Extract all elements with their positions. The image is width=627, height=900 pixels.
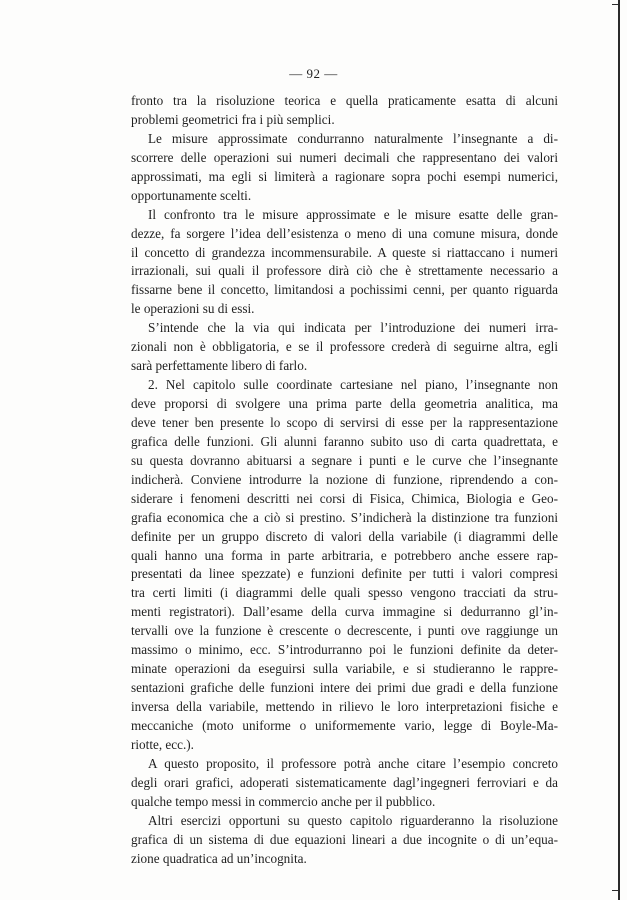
- text-line: dezze, fa sorgere l’idea dell’esistenza o meno di una comune misura, donde: [131, 225, 558, 241]
- text-line: tra certi limiti (i diagrammi delle quali spesso vengono tracciati da stru-: [131, 585, 558, 601]
- text-line: scorrere delle operazioni sui numeri decimali che rappresentano dei valori: [131, 149, 558, 165]
- text-line: siderare i fenomeni descritti nei corsi di Fisica, Chimica, Biologia e Geo-: [131, 490, 558, 506]
- text-line: Il confronto tra le misure approssimate e le misure esatte delle gran-: [148, 206, 558, 222]
- body-text: [131, 92, 558, 868]
- text-line: indicherà. Conviene introdurre la nozione di funzione, riprendendo a con-: [131, 471, 558, 487]
- text-line: su questa dovranno abituarsi a segnare i punti e le curve che l’insegnante: [131, 452, 558, 468]
- text-line: riotte, ecc.).: [131, 736, 194, 752]
- text-line: tervalli ove la funzione è crescente o decrescente, i punti ove raggiunge un: [131, 623, 558, 639]
- text-line: meccaniche (moto uniforme o uniformemente vario, legge di Boyle-Ma-: [131, 717, 558, 733]
- text-line: S’intende che la via qui indicata per l’introduzione dei numeri irra-: [148, 320, 558, 336]
- text-line: qualche tempo messi in commercio anche per il pubblico.: [131, 793, 436, 809]
- text-line: zione quadratica ad un’incognita.: [131, 850, 307, 866]
- text-line: grafia economica che a ciò si prestino. S’indicherà la distinzione tra funzioni: [131, 509, 558, 525]
- text-line: zionali non è obbligatoria, e se il professore crederà di seguirne altra, egli: [131, 339, 558, 355]
- text-line: degli orari grafici, adoperati sistematicamente dagl’ingegneri ferroviari e da: [131, 774, 558, 790]
- text-line: menti registratori). Dall’esame della curva immagine si dedurranno gl’in-: [131, 604, 558, 620]
- text-line: problemi geometrici fra i più semplici.: [131, 111, 335, 127]
- text-line: 2. Nel capitolo sulle coordinate cartesiane nel piano, l’insegnante non: [148, 377, 558, 393]
- text-line: grafica di un sistema di due equazioni lineari a due incognite o di un’equa-: [131, 831, 558, 847]
- page-number: — 92 —: [289, 66, 338, 81]
- page-edge-tick-top: [612, 4, 620, 5]
- text-line: fissarne bene il concetto, limitandosi a pochissimi cenni, per quanto riguarda: [131, 282, 558, 298]
- text-line: approssimati, ma egli si limiterà a ragionare sopra pochi esempi numerici,: [131, 168, 558, 184]
- page-edge-line: [618, 0, 620, 900]
- text-line: presentati da linee spezzate) e funzioni definite per tutti i valori compresi: [131, 566, 558, 582]
- page-edge-tick-bottom: [612, 890, 620, 891]
- text-line: massimo o minimo, ecc. S’introdurranno poi le funzioni definite da deter-: [131, 642, 558, 658]
- text-line: fronto tra la risoluzione teorica e quella praticamente esatta di alcuni: [131, 93, 558, 108]
- text-line: Le misure approssimate condurranno naturalmente l’insegnante a di-: [148, 130, 558, 146]
- text-line: irrazionali, sui quali il professore dirà ciò che è strettamente necessario a: [131, 263, 558, 279]
- text-line: le operazioni su di essi.: [131, 301, 255, 317]
- text-line: il concetto di grandezza incommensurabile. A queste si riattaccano i numeri: [131, 244, 558, 260]
- text-line: A questo proposito, il professore potrà anche citare l’esempio concreto: [148, 755, 558, 771]
- text-line: sarà perfettamente libero di farlo.: [131, 358, 308, 374]
- text-line: quali hanno una forma in parte arbitraria, e potrebbero anche essere rap-: [131, 547, 558, 563]
- text-line: definite per un gruppo discreto di valori della variabile (i diagrammi delle: [131, 528, 558, 544]
- text-line: opportunamente scelti.: [131, 187, 252, 203]
- text-line: sentazioni grafiche delle funzioni intere dei primi due gradi e della funzione: [131, 680, 558, 696]
- text-line: inversa della variabile, mettendo in rilievo le loro interpretazioni fisiche e: [131, 699, 558, 714]
- text-line: grafica delle funzioni. Gli alunni faranno subito uso di carta quadrettata, e: [131, 433, 558, 449]
- text-line: Altri esercizi opportuni su questo capitolo riguarderanno la risoluzione: [148, 812, 558, 828]
- text-line: deve proporsi di svolgere una prima parte della geometria analitica, ma: [131, 396, 558, 411]
- text-line: deve tener ben presente lo scopo di servirsi di esse per la rappresentazione: [131, 414, 558, 430]
- text-line: minate operazioni da eseguirsi sulla variabile, e si studieranno le rappre-: [131, 661, 558, 677]
